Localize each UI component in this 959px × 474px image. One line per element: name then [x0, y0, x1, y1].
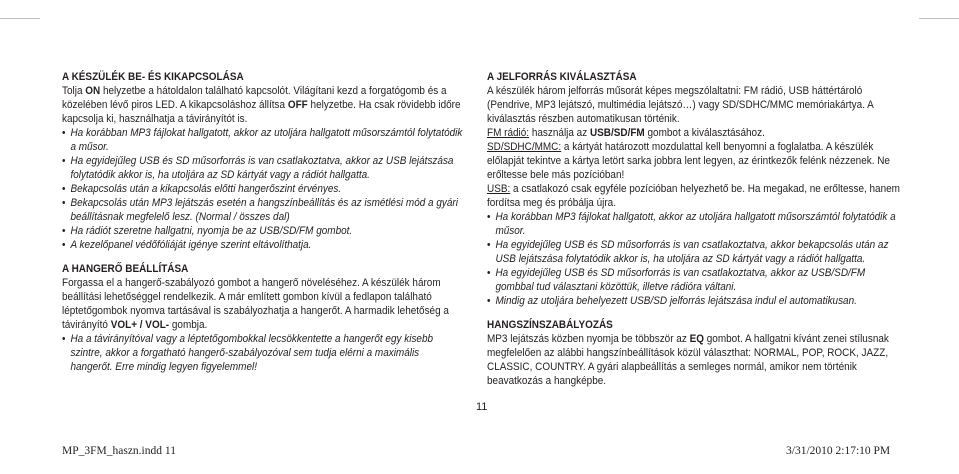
power-bullets [62, 126, 463, 252]
source-sd [487, 140, 901, 182]
bullet-item: • Bekapcsolás után MP3 lejátszás esetén a hangszínbeállítás és az ismétlési mód a gyári beállításnak megfelelő lesz. (Normal / összes dal) [62, 196, 463, 224]
text-run: gombja. [169, 319, 208, 331]
source-bullets [487, 210, 901, 308]
section-title-source: A JELFORRÁS KIVÁLASZTÁSA [487, 71, 637, 83]
fm-text: használja az [529, 127, 590, 139]
text-run: EQ [689, 333, 704, 345]
bullet-item: • Ha rádiót szeretne hallgatni, nyomja be az USB/SD/FM gombot. [62, 224, 463, 238]
volume-bullets [62, 332, 463, 374]
bullet-item: • Ha egyidejűleg USB és SD műsorforrás is van csatlakoztatva, akkor az USB lejátszása folytatódik akkor is, ha utoljára az SD kártyát vagy a rádiót hallgatta. [62, 154, 463, 182]
text-run: Forgassa el a hangerő-szabályozó gombot a hangerő növeléséhez. A készülék három beállítási lehetőséggel rendelkezik. A már említett gombon kívül a fedlapon található léptetőgombok nyomva tartásával is szabályozhatja a hangerőt. A harmadik lehetőség a távirányító [62, 277, 449, 331]
text-run: helyzetbe. Ha csak rövidebb időre kapcsolja ki, használhatja a távirányítót is. [62, 99, 461, 125]
section-title-power: A KÉSZÜLÉK BE- ÉS KIKAPCSOLÁSA [62, 71, 244, 83]
footer-file: MP_3FM_haszn.indd 11 [62, 445, 176, 457]
bullet-item: • Ha a távirányítóval vagy a léptetőgombokkal lecsökkentette a hangerőt egy kisebb szintre, akkor a forgatható hangerő-szabályozóval sem tudja elérni a maximális hangerőt. Erre mindig legyen figyelemmel! [62, 332, 463, 374]
crop-mark [919, 18, 959, 19]
text-run: MP3 lejátszás közben nyomja be többször az [487, 333, 690, 345]
eq-paragraph [487, 332, 901, 388]
text-run: Tolja [62, 85, 86, 97]
section-title-volume: A HANGERŐ BEÁLLÍTÁSA [62, 263, 189, 275]
source-fm [487, 126, 901, 140]
crop-mark [0, 18, 40, 19]
text-run: ON [85, 85, 101, 97]
source-usb [487, 182, 901, 210]
text-run: OFF [287, 99, 308, 111]
bullet-item: • Bekapcsolás után a kikapcsolás előtti hangerőszint érvényes. [62, 182, 463, 196]
fm-tail: gombot a kiválasztásához. [644, 127, 765, 139]
text-run: helyzetbe a hátoldalon található kapcsolót. Világítani kezd a forgatógomb és a közelében lévő piros LED. A kikapcsoláshoz állítsa [62, 85, 447, 111]
right-column [487, 70, 901, 388]
usb-text: a csatlakozó csak egyféle pozícióban helyezhető be. Ha megakad, ne erőltesse, hanem fordítsa meg és próbálja újra. [487, 183, 900, 209]
page-number: 11 [476, 401, 488, 413]
power-paragraph [62, 84, 463, 126]
usb-label: USB: [487, 183, 511, 195]
fm-label: FM rádió: [487, 127, 530, 139]
text-run: VOL+ / VOL- [110, 319, 170, 331]
section-title-eq: HANGSZÍNSZABÁLYOZÁS [487, 319, 613, 331]
bullet-item: • A kezelőpanel védőfóliáját igénye szerint eltávolíthatja. [62, 238, 463, 252]
footer-datetime: 3/31/2010 2:17:10 PM [786, 445, 891, 457]
text-run: gombot. A hallgatni kívánt zenei stílusnak megfelelően az alábbi hangszínbeállítások közül választhat: NORMAL, POP, ROCK, JAZZ, CLASSIC, COUNTRY. A gyári alapbeállítás a semleges normál, amikor nem történik beavatkozás a hangképbe. [487, 333, 889, 387]
volume-paragraph [62, 276, 463, 332]
bullet-item: • Ha egyidejűleg USB és SD műsorforrás is van csatlakoztatva, akkor az USB/SD/FM gombbal tud választani közöttük, illetve rádióra váltani. [487, 266, 901, 294]
fm-button-name: USB/SD/FM [589, 127, 645, 139]
bullet-item: • Ha korábban MP3 fájlokat hallgatott, akkor az utoljára hallgatott műsorszámtól folytatódik a műsor. [62, 126, 463, 154]
sd-text: a kártyát határozott mozdulattal kell benyomni a foglalatba. A készülék előlapját tekintve a kártya letört sarka jobbra lent legyen, az érintkezők felénk nézzenek. Ne erőltesse bele más pozícióban! [487, 141, 890, 181]
source-paragraph: A készülék három jelforrás műsorát képes megszólaltatni: FM rádió, USB háttértároló (Pendrive, MP3 lejátszó, multimédia lejátszó…) vagy SD/SDHC/MMC memóriakártya. A kiválasztás részben automatikusan történik. [487, 85, 874, 125]
left-column [62, 70, 463, 374]
bullet-item: • Ha egyidejűleg USB és SD műsorforrás is van csatlakoztatva, akkor bekapcsolás után az USB lejátszása folytatódik akkor is, ha utoljára az SD kártyát vagy a rádiót hallgatta. [487, 238, 901, 266]
sd-label: SD/SDHC/MMC: [487, 141, 562, 153]
bullet-item: • Mindig az utoljára behelyezett USB/SD jelforrás lejátszása indul el automatikusan. [487, 294, 901, 308]
bullet-item: • Ha korábban MP3 fájlokat hallgatott, akkor az utoljára hallgatott műsorszámtól folytatódik a műsor. [487, 210, 901, 238]
